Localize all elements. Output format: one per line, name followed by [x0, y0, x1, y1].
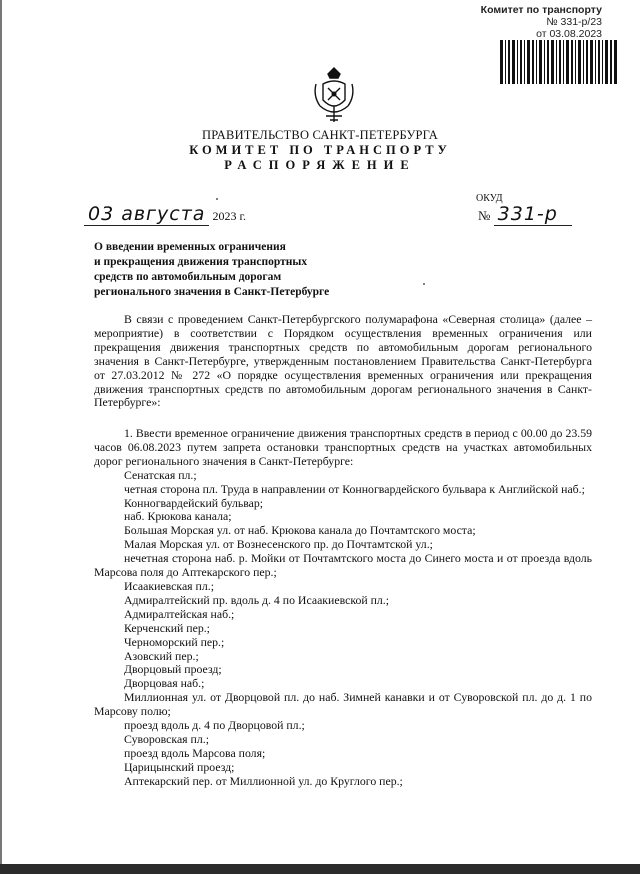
coat-of-arms-icon [312, 66, 356, 124]
document-subject [94, 240, 394, 300]
list-item: проезд вдоль Марсова поля; [124, 745, 266, 760]
subject-line: и прекращения движения транспортных [94, 256, 308, 268]
list-item: Сенатская пл.; [124, 467, 197, 482]
document-date [84, 203, 246, 226]
list-item: Черноморский пер.; [124, 634, 225, 649]
scan-speck [423, 283, 425, 285]
subject-line: О введении временных ограничения [94, 241, 286, 253]
list-item: проезд вдоль д. 4 по Дворцовой пл.; [124, 718, 305, 733]
stamp-org: Комитет по транспорту [480, 4, 602, 16]
list-item: Дворцовая наб.; [124, 676, 205, 691]
registration-stamp [472, 4, 602, 40]
list-item: Царицынский проезд; [124, 759, 235, 774]
number-prefix: № [478, 208, 491, 223]
stamp-number: № 331-р/23 [546, 16, 602, 28]
subject-line: регионального значения в Санкт-Петербурге [94, 286, 330, 298]
list-item: Конногвардейский бульвар; [124, 495, 264, 510]
clause-1-text: 1. Ввести временное ограничение движения транспортных средств в период с 00.00 до 23.59 часов 06.08.2023 путем запрета остановки транспортных средств на участках автомобильных дорог регионального значения в Санкт-Петербурге: [94, 426, 592, 468]
list-item: Суворовская пл.; [124, 731, 209, 746]
list-item: Адмиралтейский пр. вдоль д. 4 по Исаакиевской пл.; [124, 592, 390, 607]
list-item: наб. Крюкова канала; [124, 509, 232, 524]
scan-speck [216, 198, 218, 200]
list-item: Азовский пер.; [124, 648, 199, 663]
document-number [478, 203, 572, 226]
list-item: Адмиралтейская наб.; [124, 606, 235, 621]
handwritten-number: 331-р [494, 203, 572, 226]
list-item: Керченский пер.; [124, 620, 210, 635]
document-type: РАСПОРЯЖЕНИЕ [224, 158, 416, 172]
list-item: Дворцовый проезд; [124, 662, 222, 677]
scan-bottom-edge [0, 864, 640, 874]
government-title: ПРАВИТЕЛЬСТВО САНКТ-ПЕТЕРБУРГА [202, 128, 438, 142]
list-item: четная сторона пл. Труда в направлении от Конногвардейского бульвара к Английской наб.; [124, 481, 585, 496]
preamble-paragraph: В связи с проведением Санкт-Петербургского полумарафона «Северная столица» (далее – мероприятие) в соответствии с Порядком осуществления временных ограничения или прекращения движения транспортных средств по автомобильным дорогам регионального значения в Санкт-Петербурге, утвержденным постановлением Правительства Санкт-Петербурга от 27.03.2012 № 272 «О порядке осуществления временных ограничения или прекращения движения транспортных средств по автомобильным дорогам регионального значения в Санкт-Петербурге»: [94, 312, 592, 410]
committee-title: КОМИТЕТ ПО ТРАНСПОРТУ [189, 143, 451, 157]
list-item: Миллионная ул. от Дворцовой пл. до наб. Зимней канавки и от Суворовской пл. до д. 1 по Марсову полю; [94, 690, 592, 719]
barcode-icon [500, 40, 618, 84]
date-year: 2023 г. [212, 209, 247, 223]
list-item: нечетная сторона наб. р. Мойки от Почтамтского моста до Синего моста и от проезда вдоль Марсова поля до Аптекарского пер.; [94, 551, 592, 580]
list-item: Аптекарский пер. от Миллионной ул. до Круглого пер.; [124, 773, 403, 788]
stamp-date: от 03.08.2023 [536, 28, 602, 40]
subject-line: средств по автомобильным дорогам [94, 271, 282, 283]
clause-1 [94, 427, 592, 789]
okud-label: ОКУД [476, 193, 503, 204]
list-item: Малая Морская ул. от Вознесенского пр. до Почтамтской ул.; [124, 537, 433, 552]
list-item: Исаакиевская пл.; [124, 578, 214, 593]
list-item: Большая Морская ул. от наб. Крюкова канала до Почтамтского моста; [124, 523, 476, 538]
handwritten-date: 03 августа [84, 203, 209, 226]
